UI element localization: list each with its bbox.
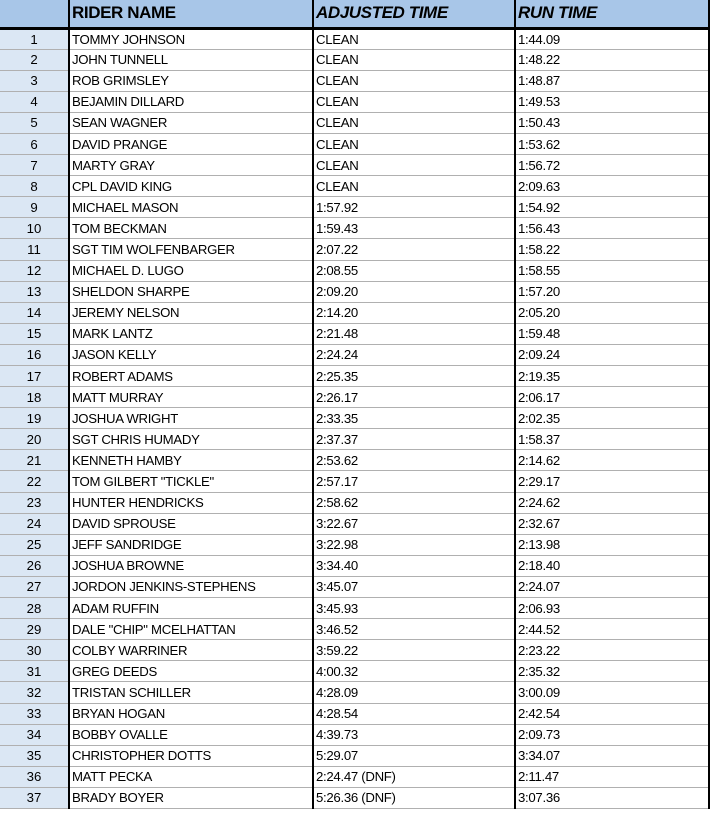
adjusted-time-header: ADJUSTED TIME: [313, 0, 515, 28]
position-cell: 37: [0, 787, 69, 808]
table-row: [0, 176, 709, 197]
run-time-cell: 1:58.55: [515, 260, 709, 281]
adjusted-time-cell: 3:59.22: [313, 640, 515, 661]
position-header: [0, 0, 69, 28]
table-row: [0, 450, 709, 471]
run-time-cell: 1:56.43: [515, 218, 709, 239]
run-time-cell: 1:57.20: [515, 281, 709, 302]
adjusted-time-cell: 2:24.47 (DNF): [313, 766, 515, 787]
adjusted-time-cell: CLEAN: [313, 91, 515, 112]
adjusted-time-cell: 3:45.93: [313, 598, 515, 619]
rider-name-cell: MATT PECKA: [69, 766, 313, 787]
table-row: [0, 745, 709, 766]
position-cell: 9: [0, 197, 69, 218]
table-row: [0, 787, 709, 808]
rider-name-cell: JEREMY NELSON: [69, 302, 313, 323]
adjusted-time-cell: 2:21.48: [313, 323, 515, 344]
run-time-cell: 2:32.67: [515, 513, 709, 534]
adjusted-time-cell: 3:34.40: [313, 555, 515, 576]
table-row: [0, 344, 709, 365]
rider-name-cell: DAVID PRANGE: [69, 133, 313, 154]
rider-name-cell: ADAM RUFFIN: [69, 598, 313, 619]
adjusted-time-cell: CLEAN: [313, 176, 515, 197]
position-cell: 10: [0, 218, 69, 239]
adjusted-time-cell: CLEAN: [313, 49, 515, 70]
position-cell: 21: [0, 450, 69, 471]
run-time-cell: 1:48.22: [515, 49, 709, 70]
position-cell: 11: [0, 239, 69, 260]
run-time-cell: 2:09.63: [515, 176, 709, 197]
rider-name-cell: JOSHUA BROWNE: [69, 555, 313, 576]
run-time-cell: 1:59.48: [515, 323, 709, 344]
adjusted-time-cell: 3:46.52: [313, 619, 515, 640]
position-cell: 34: [0, 724, 69, 745]
position-cell: 6: [0, 133, 69, 154]
run-time-cell: 2:42.54: [515, 703, 709, 724]
adjusted-time-cell: 3:22.98: [313, 534, 515, 555]
rider-name-cell: BRYAN HOGAN: [69, 703, 313, 724]
position-cell: 25: [0, 534, 69, 555]
position-cell: 7: [0, 155, 69, 176]
table-row: [0, 155, 709, 176]
position-cell: 32: [0, 682, 69, 703]
run-time-cell: 3:34.07: [515, 745, 709, 766]
rider-name-cell: ROBERT ADAMS: [69, 366, 313, 387]
position-cell: 12: [0, 260, 69, 281]
adjusted-time-cell: 4:39.73: [313, 724, 515, 745]
run-time-cell: 2:06.93: [515, 598, 709, 619]
adjusted-time-cell: 3:22.67: [313, 513, 515, 534]
run-time-cell: 1:58.22: [515, 239, 709, 260]
adjusted-time-cell: 2:33.35: [313, 408, 515, 429]
rider-name-cell: COLBY WARRINER: [69, 640, 313, 661]
rider-name-cell: KENNETH HAMBY: [69, 450, 313, 471]
table-row: [0, 281, 709, 302]
rider-name-cell: JOSHUA WRIGHT: [69, 408, 313, 429]
position-cell: 29: [0, 619, 69, 640]
adjusted-time-cell: 1:59.43: [313, 218, 515, 239]
adjusted-time-cell: CLEAN: [313, 133, 515, 154]
rider-name-cell: JOHN TUNNELL: [69, 49, 313, 70]
adjusted-time-cell: 3:45.07: [313, 576, 515, 597]
table-row: [0, 513, 709, 534]
table-row: [0, 49, 709, 70]
adjusted-time-cell: 5:29.07: [313, 745, 515, 766]
run-time-cell: 1:58.37: [515, 429, 709, 450]
table-row: [0, 408, 709, 429]
adjusted-time-cell: 2:26.17: [313, 387, 515, 408]
position-cell: 14: [0, 302, 69, 323]
run-time-cell: 2:02.35: [515, 408, 709, 429]
position-cell: 5: [0, 112, 69, 133]
rider-name-cell: GREG DEEDS: [69, 661, 313, 682]
table-row: [0, 492, 709, 513]
rider-name-cell: BRADY BOYER: [69, 787, 313, 808]
adjusted-time-cell: 4:28.09: [313, 682, 515, 703]
rider-name-cell: JORDON JENKINS-STEPHENS: [69, 576, 313, 597]
adjusted-time-cell: 1:57.92: [313, 197, 515, 218]
position-cell: 1: [0, 28, 69, 49]
rider-name-cell: MARTY GRAY: [69, 155, 313, 176]
rider-name-cell: SEAN WAGNER: [69, 112, 313, 133]
table-row: [0, 239, 709, 260]
rider-name-cell: JASON KELLY: [69, 344, 313, 365]
adjusted-time-cell: 5:26.36 (DNF): [313, 787, 515, 808]
position-cell: 33: [0, 703, 69, 724]
position-cell: 17: [0, 366, 69, 387]
table-row: [0, 260, 709, 281]
adjusted-time-cell: 2:24.24: [313, 344, 515, 365]
position-cell: 23: [0, 492, 69, 513]
table-row: [0, 640, 709, 661]
position-cell: 24: [0, 513, 69, 534]
run-time-cell: 1:50.43: [515, 112, 709, 133]
run-time-header: RUN TIME: [515, 0, 709, 28]
table-row: [0, 619, 709, 640]
position-cell: 13: [0, 281, 69, 302]
run-time-cell: 2:11.47: [515, 766, 709, 787]
rider-name-cell: MARK LANTZ: [69, 323, 313, 344]
table-row: [0, 218, 709, 239]
run-time-cell: 2:23.22: [515, 640, 709, 661]
position-cell: 35: [0, 745, 69, 766]
table-row: [0, 197, 709, 218]
position-cell: 2: [0, 49, 69, 70]
table-row: [0, 429, 709, 450]
adjusted-time-cell: CLEAN: [313, 155, 515, 176]
rider-name-cell: CPL DAVID KING: [69, 176, 313, 197]
rider-name-cell: SGT TIM WOLFENBARGER: [69, 239, 313, 260]
position-cell: 15: [0, 323, 69, 344]
position-cell: 8: [0, 176, 69, 197]
adjusted-time-cell: 2:08.55: [313, 260, 515, 281]
run-time-cell: 1:53.62: [515, 133, 709, 154]
rider-name-cell: TRISTAN SCHILLER: [69, 682, 313, 703]
adjusted-time-cell: 2:07.22: [313, 239, 515, 260]
results-body: [0, 28, 709, 808]
table-row: [0, 112, 709, 133]
adjusted-time-cell: 4:28.54: [313, 703, 515, 724]
table-row: [0, 28, 709, 49]
adjusted-time-cell: 2:09.20: [313, 281, 515, 302]
run-time-cell: 2:05.20: [515, 302, 709, 323]
position-cell: 18: [0, 387, 69, 408]
table-row: [0, 70, 709, 91]
rider-name-cell: BOBBY OVALLE: [69, 724, 313, 745]
table-row: [0, 724, 709, 745]
rider-name-cell: HUNTER HENDRICKS: [69, 492, 313, 513]
position-cell: 19: [0, 408, 69, 429]
rider-name-cell: TOM BECKMAN: [69, 218, 313, 239]
rider-name-cell: MATT MURRAY: [69, 387, 313, 408]
table-row: [0, 598, 709, 619]
position-cell: 3: [0, 70, 69, 91]
table-row: [0, 766, 709, 787]
run-time-cell: 2:44.52: [515, 619, 709, 640]
position-cell: 26: [0, 555, 69, 576]
adjusted-time-cell: CLEAN: [313, 70, 515, 91]
table-row: [0, 555, 709, 576]
table-row: [0, 133, 709, 154]
rider-name-header: RIDER NAME: [69, 0, 313, 28]
run-time-cell: 2:09.24: [515, 344, 709, 365]
position-cell: 36: [0, 766, 69, 787]
table-row: [0, 302, 709, 323]
table-row: [0, 366, 709, 387]
adjusted-time-cell: CLEAN: [313, 112, 515, 133]
table-row: [0, 387, 709, 408]
run-time-cell: 1:49.53: [515, 91, 709, 112]
run-time-cell: 2:14.62: [515, 450, 709, 471]
header-row: [0, 0, 709, 28]
run-time-cell: 2:06.17: [515, 387, 709, 408]
run-time-cell: 1:48.87: [515, 70, 709, 91]
rider-name-cell: SHELDON SHARPE: [69, 281, 313, 302]
position-cell: 4: [0, 91, 69, 112]
run-time-cell: 3:07.36: [515, 787, 709, 808]
position-cell: 22: [0, 471, 69, 492]
run-time-cell: 1:44.09: [515, 28, 709, 49]
adjusted-time-cell: 4:00.32: [313, 661, 515, 682]
position-cell: 27: [0, 576, 69, 597]
table-row: [0, 323, 709, 344]
run-time-cell: 2:29.17: [515, 471, 709, 492]
rider-name-cell: MICHAEL D. LUGO: [69, 260, 313, 281]
rider-name-cell: TOMMY JOHNSON: [69, 28, 313, 49]
table-row: [0, 576, 709, 597]
adjusted-time-cell: CLEAN: [313, 28, 515, 49]
rider-name-cell: JEFF SANDRIDGE: [69, 534, 313, 555]
position-cell: 16: [0, 344, 69, 365]
adjusted-time-cell: 2:14.20: [313, 302, 515, 323]
run-time-cell: 2:13.98: [515, 534, 709, 555]
table-row: [0, 682, 709, 703]
run-time-cell: 2:09.73: [515, 724, 709, 745]
table-row: [0, 661, 709, 682]
table-row: [0, 703, 709, 724]
run-time-cell: 2:35.32: [515, 661, 709, 682]
rider-name-cell: DALE "CHIP" MCELHATTAN: [69, 619, 313, 640]
rider-name-cell: BEJAMIN DILLARD: [69, 91, 313, 112]
run-time-cell: 3:00.09: [515, 682, 709, 703]
table-row: [0, 471, 709, 492]
table-row: [0, 534, 709, 555]
adjusted-time-cell: 2:57.17: [313, 471, 515, 492]
adjusted-time-cell: 2:58.62: [313, 492, 515, 513]
run-time-cell: 2:18.40: [515, 555, 709, 576]
adjusted-time-cell: 2:37.37: [313, 429, 515, 450]
position-cell: 31: [0, 661, 69, 682]
rider-name-cell: CHRISTOPHER DOTTS: [69, 745, 313, 766]
rider-name-cell: DAVID SPROUSE: [69, 513, 313, 534]
rider-name-cell: MICHAEL MASON: [69, 197, 313, 218]
position-cell: 28: [0, 598, 69, 619]
run-time-cell: 1:56.72: [515, 155, 709, 176]
position-cell: 30: [0, 640, 69, 661]
table-row: [0, 91, 709, 112]
rider-name-cell: SGT CHRIS HUMADY: [69, 429, 313, 450]
run-time-cell: 2:24.62: [515, 492, 709, 513]
adjusted-time-cell: 2:53.62: [313, 450, 515, 471]
run-time-cell: 2:19.35: [515, 366, 709, 387]
rider-name-cell: ROB GRIMSLEY: [69, 70, 313, 91]
run-time-cell: 2:24.07: [515, 576, 709, 597]
rider-name-cell: TOM GILBERT "TICKLE": [69, 471, 313, 492]
adjusted-time-cell: 2:25.35: [313, 366, 515, 387]
position-cell: 20: [0, 429, 69, 450]
run-time-cell: 1:54.92: [515, 197, 709, 218]
